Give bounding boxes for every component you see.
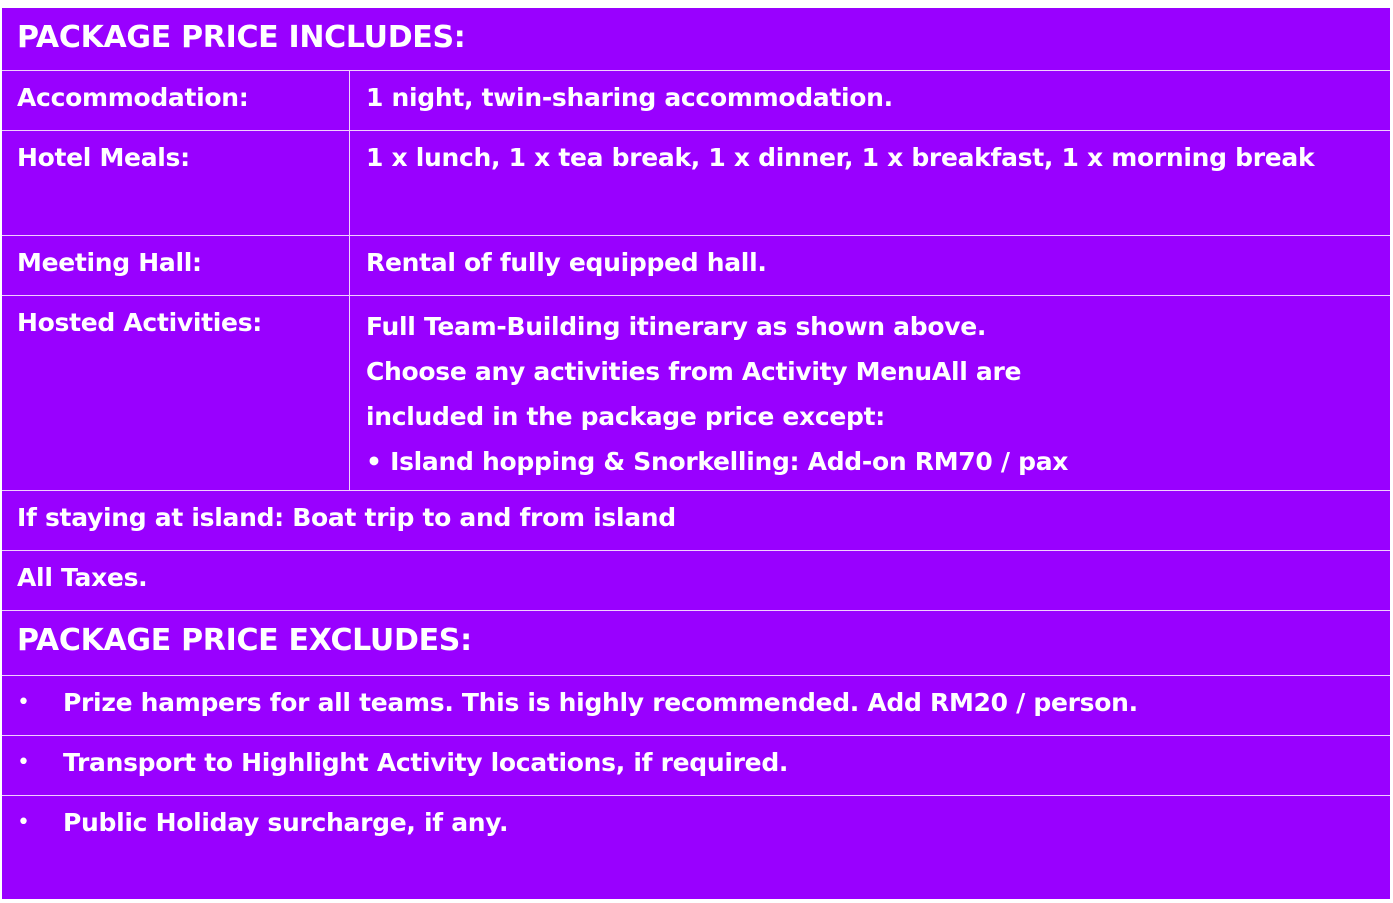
excludes-heading: PACKAGE PRICE EXCLUDES:: [17, 623, 472, 658]
row-value-hosted-activities: [350, 296, 1390, 490]
exclusion-prize-hampers: Prize hampers for all teams. This is highly recommended. Add RM20 / person.: [63, 688, 1138, 717]
table-row-taxes: [2, 550, 1390, 610]
row-label-hotel-meals: Hotel Meals:: [2, 131, 350, 235]
exclusion-public-holiday: Public Holiday surcharge, if any.: [63, 808, 509, 837]
row-value-hotel-meals: 1 x lunch, 1 x tea break, 1 x dinner, 1 x breakfast, 1 x morning break: [366, 143, 1315, 172]
table-row-meeting-hall: [2, 235, 1390, 295]
table-row-hosted-activities: [2, 295, 1390, 490]
table-row-boat-trip: [2, 490, 1390, 550]
bullet-icon: •: [17, 690, 30, 715]
activities-line-1: Full Team-Building itinerary as shown above.: [366, 312, 987, 341]
row-value-accommodation: 1 night, twin-sharing accommodation.: [366, 83, 893, 112]
row-label-meeting-hall: Meeting Hall:: [2, 236, 350, 295]
row-label-accommodation: Accommodation:: [2, 71, 350, 130]
includes-heading-row: [2, 8, 1390, 70]
activities-line-3: included in the package price except:: [366, 402, 885, 431]
boat-trip-text: If staying at island: Boat trip to and from island: [17, 503, 676, 532]
package-price-table: [2, 8, 1390, 899]
table-row-exclusion: [2, 735, 1390, 795]
row-label-hosted-activities: Hosted Activities:: [2, 296, 350, 490]
table-row-exclusion: [2, 675, 1390, 735]
table-row-hotel-meals: [2, 130, 1390, 235]
row-value-meeting-hall: Rental of fully equipped hall.: [366, 248, 767, 277]
taxes-text: All Taxes.: [17, 563, 148, 592]
activities-line-4: • Island hopping & Snorkelling: Add-on RM70 / pax: [366, 447, 1069, 476]
activities-line-2: Choose any activities from Activity MenuAll are: [366, 357, 1022, 386]
table-row-exclusion: [2, 795, 1390, 899]
bullet-icon: •: [17, 750, 30, 775]
exclusion-transport: Transport to Highlight Activity locations, if required.: [63, 748, 789, 777]
excludes-heading-row: [2, 610, 1390, 675]
includes-heading: PACKAGE PRICE INCLUDES:: [17, 20, 466, 55]
bullet-icon: •: [17, 810, 30, 835]
table-row-accommodation: [2, 70, 1390, 130]
